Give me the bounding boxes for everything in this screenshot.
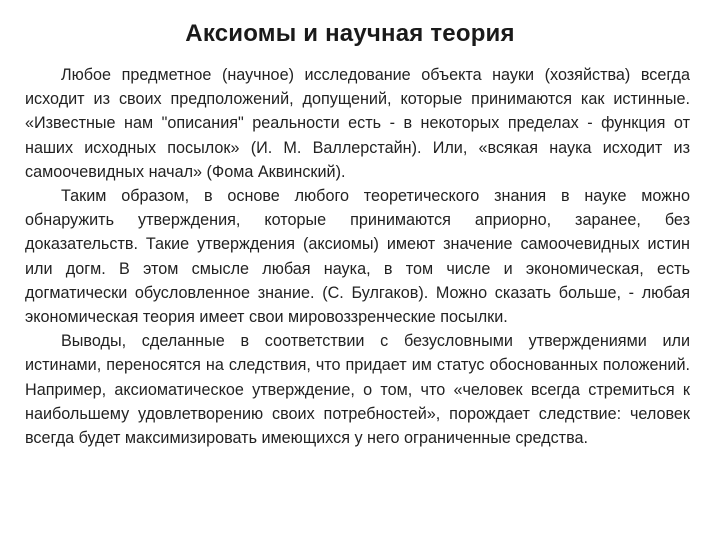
slide-title: Аксиомы и научная теория [185, 20, 515, 47]
paragraph-1: Любое предметное (научное) исследование объекта науки (хозяйства) всегда исходит из своих предположений, допущений, которые принимаются как истинные. «Известные нам "описания" реальности есть - в некоторых пределах - функция от наших исходных посылок» (И. М. Валлерстайн). Или, «всякая наука исходит из самоочевидных начал» (Фома Аквинский). [25, 66, 690, 181]
paragraph-3: Выводы, сделанные в соответствии с безусловными утверждениями или истинами, переносятся на следствия, что придает им статус обоснованных положений. Например, аксиоматическое утверждение, о том, что «человек всегда стремиться к наибольшему удовлетворению своих потребностей», порождает следствие: человек всегда будет максимизировать имеющихся у него ограниченные средства. [25, 332, 690, 448]
paragraph-2: Таким образом, в основе любого теоретического знания в науке можно обнаружить утверждения, которые принимаются априорно, заранее, без доказательств. Такие утверждения (аксиомы) имеют значение самоочевидных истин или догм. В этом смысле любая наука, в том числе и экономическая, есть догматически обусловленное знание. (С. Булгаков). Можно сказать больше, - любая экономическая теория имеет свои мировоззренческие посылки. [25, 187, 690, 327]
slide-body [25, 63, 690, 450]
